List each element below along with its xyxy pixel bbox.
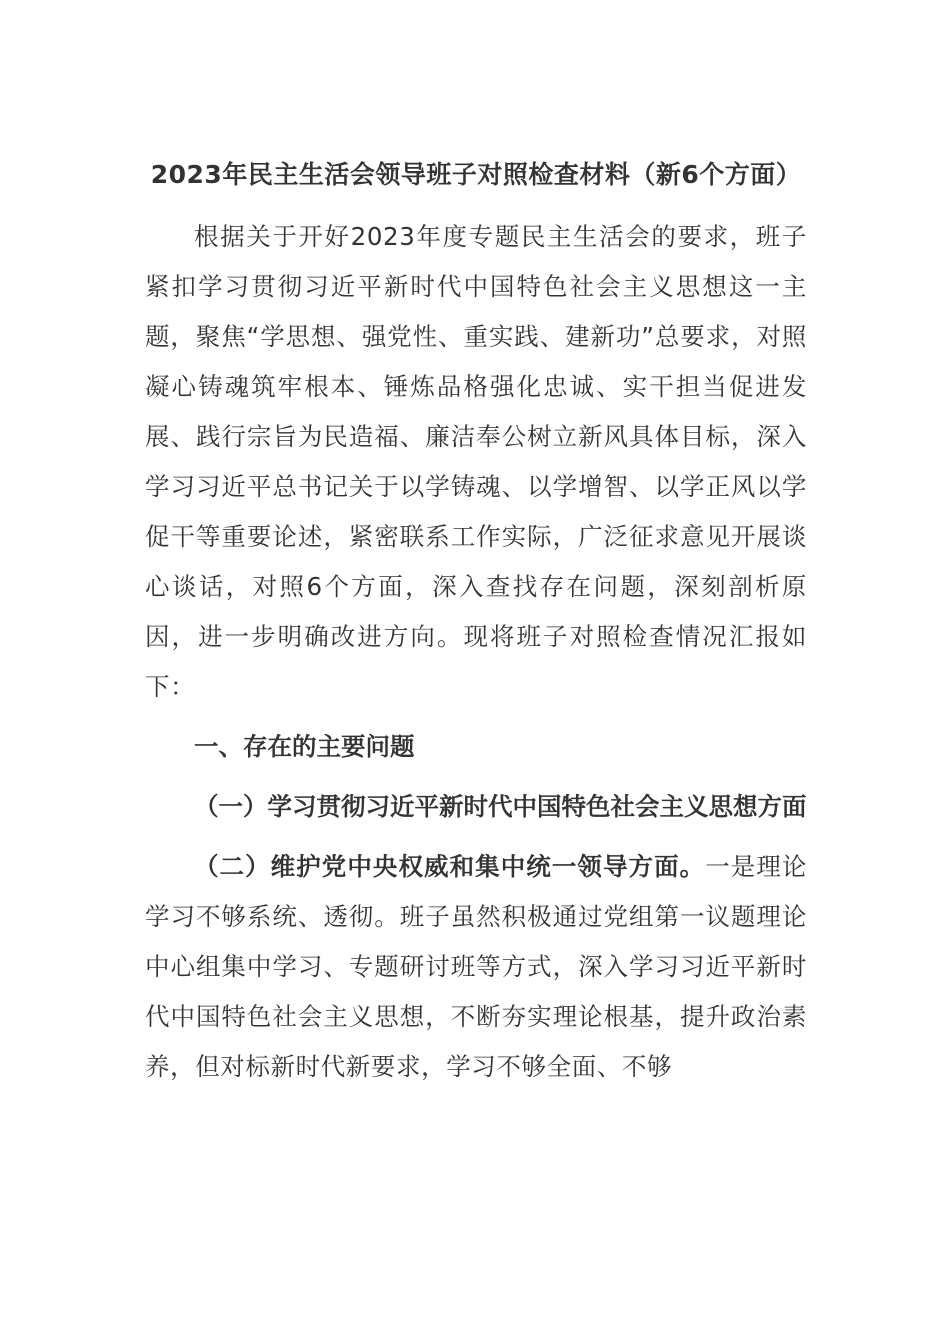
section-heading-problems: 一、存在的主要问题 bbox=[194, 732, 415, 761]
document-title: 2023年民主生活会领导班子对照检查材料（新6个方面） bbox=[150, 160, 802, 189]
intro-paragraph: 根据关于开好2023年度专题民主生活会的要求，班子紧扣学习贯彻习近平新时代中国特色社会主义思想这一主题，聚焦“学思想、强党性、重实践、建新功”总要求，对照凝心铸魂筑牢根本、锤炼品格强化忠诚、实干担当促进发展、践行宗旨为民造福、廉洁奉公树立新风具体目标，深入学习习近平总书记关于以学铸魂、以学增智、以学正风以学促干等重要论述，紧密联系工作实际，广泛征求意见开展谈心谈话，对照6个方面，深入查找存在问题，深刻剖析原因，进一步明确改进方向。现将班子对照检查情况汇报如下： bbox=[145, 222, 807, 701]
subsection-heading-1: （一）学习贯彻习近平新时代中国特色社会主义思想方面 bbox=[194, 792, 807, 821]
subsection-2-paragraph bbox=[145, 842, 807, 1092]
subsection-heading-2: （二）维护党中央权威和集中统一领导方面。 bbox=[194, 852, 706, 881]
document-page bbox=[145, 150, 807, 1102]
subsection-2-body: 一是理论学习不够系统、透彻。班子虽然积极通过党组第一议题理论中心组集中学习、专题研讨班等方式，深入学习习近平新时代中国特色社会主义思想，不断夯实理论根基，提升政治素养，但对标新时代新要求，学习不够全面、不够 bbox=[145, 852, 808, 1081]
